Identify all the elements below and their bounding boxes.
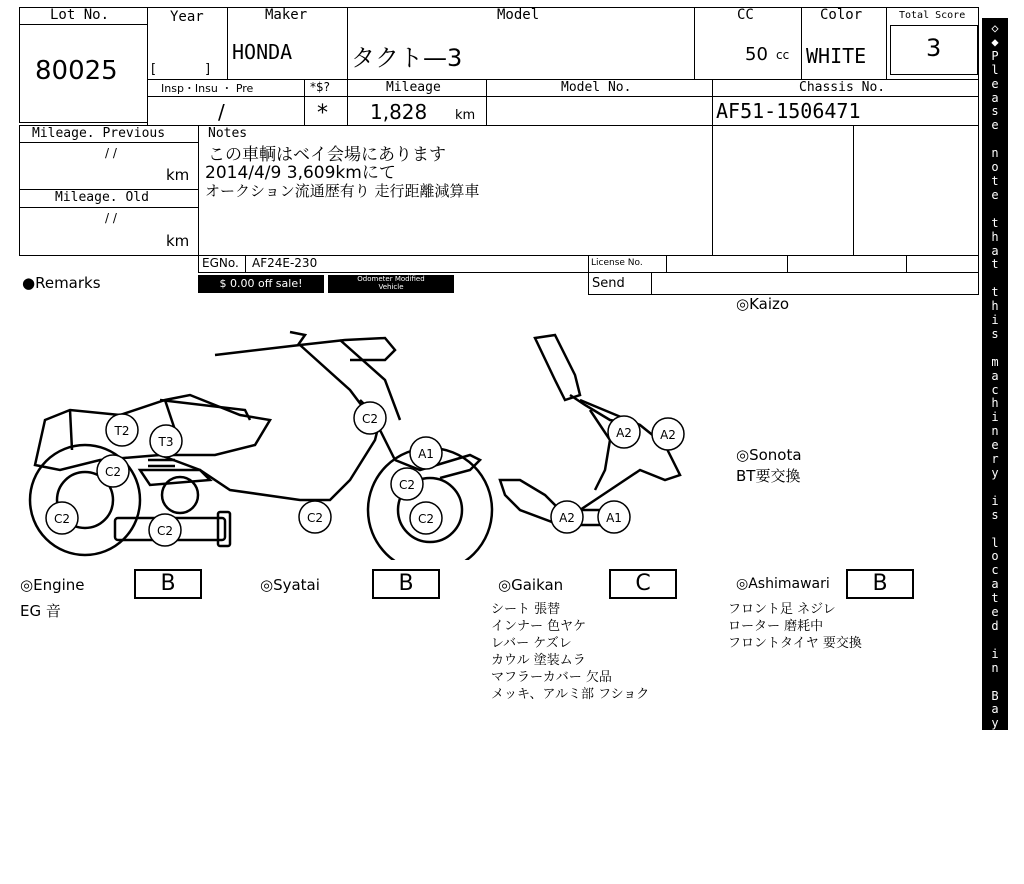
sidebar-char: a bbox=[991, 368, 999, 383]
year-label: Year bbox=[170, 9, 204, 25]
notes-line-3: オークション流通歴有り 走行距離減算車 bbox=[205, 182, 480, 200]
engine-grade-note: EG 音 bbox=[20, 602, 61, 620]
sidebar-char: y bbox=[991, 466, 999, 480]
marker-t3-text: T3 bbox=[158, 435, 174, 449]
sidebar-char: o bbox=[991, 549, 999, 564]
marker-c2-text: C2 bbox=[361, 412, 379, 426]
sidebar-char bbox=[982, 481, 1008, 495]
mileage-previous-unit: km bbox=[166, 166, 190, 184]
color-value: WHITE bbox=[806, 44, 867, 68]
sidebar-char: m bbox=[991, 354, 999, 369]
sidebar-char: h bbox=[991, 396, 999, 411]
sidebar-char: i bbox=[991, 410, 999, 425]
maker-label: Maker bbox=[265, 7, 308, 23]
mileage-old-date: / / bbox=[105, 211, 117, 225]
chassis-value: AF51-1506471 bbox=[716, 99, 861, 123]
ashimawari-grade: B bbox=[846, 569, 914, 599]
gaikan-note-4: カウル 塗装ムラ bbox=[491, 653, 586, 668]
marker-c2-rear-wheel bbox=[46, 502, 78, 534]
sidebar-text bbox=[982, 22, 1008, 884]
sidebar-char bbox=[982, 133, 1008, 147]
sidebar-char bbox=[982, 203, 1008, 217]
insp-label: Insp・Insu ・ Pre bbox=[161, 82, 254, 95]
sidebar-char: r bbox=[991, 827, 999, 842]
marker-c2-text: C2 bbox=[398, 478, 416, 492]
marker-a2-floor bbox=[551, 501, 583, 533]
marker-c2-text: C2 bbox=[53, 512, 71, 526]
sidebar-char bbox=[982, 272, 1008, 286]
sidebar-char bbox=[982, 787, 1008, 801]
kaizo-label: ◎Kaizo bbox=[736, 295, 790, 313]
sidebar-char: n bbox=[991, 146, 999, 161]
sidebar-char: e bbox=[991, 605, 999, 620]
sidebar-char: a bbox=[991, 90, 999, 105]
score-label: Total Score bbox=[899, 10, 966, 21]
notes-line-2: 2014/4/9 3,609kmにて bbox=[205, 163, 396, 183]
sidebar-char: i bbox=[991, 493, 999, 508]
model-label: Model bbox=[497, 7, 540, 23]
mileage-label: Mileage bbox=[386, 80, 441, 95]
egno-value: AF24E-230 bbox=[252, 256, 318, 270]
sidebar-char bbox=[982, 676, 1008, 690]
marker-c2-muffler bbox=[149, 514, 181, 546]
gaikan-note-2: インナー 色ヤケ bbox=[491, 619, 587, 634]
ashimawari-note-2: ローター 磨耗中 bbox=[728, 619, 824, 634]
gaikan-note-5: マフラーカバー 欠品 bbox=[491, 670, 612, 685]
lot-label: Lot No. bbox=[50, 7, 110, 23]
marker-c2-front-wheel bbox=[410, 502, 442, 534]
sidebar-char: t bbox=[991, 215, 999, 230]
marker-t2 bbox=[106, 414, 138, 446]
sidebar-char: n bbox=[991, 660, 999, 675]
marker-a2-shield-left bbox=[608, 416, 640, 448]
flag-label: *$? bbox=[310, 80, 331, 94]
sidebar-char: s bbox=[991, 730, 999, 745]
sonota-label: ◎Sonota bbox=[736, 446, 802, 464]
sonota-line-1: BT要交換 bbox=[736, 467, 801, 485]
mileage-old-label: Mileage. Old bbox=[55, 190, 149, 205]
marker-c2-column bbox=[354, 402, 386, 434]
marker-c2-deck bbox=[299, 501, 331, 533]
sidebar-char: a bbox=[991, 243, 999, 258]
year-bracket-close: ] bbox=[205, 62, 211, 77]
cc-unit: cc bbox=[776, 48, 790, 62]
sidebar-char: d bbox=[991, 841, 999, 856]
remarks-label: ●Remarks bbox=[22, 274, 101, 292]
syatai-grade-label: ◎Syatai bbox=[260, 576, 320, 594]
sidebar-char: h bbox=[991, 299, 999, 314]
sidebar-char bbox=[982, 342, 1008, 356]
marker-a2-text: A2 bbox=[660, 428, 676, 442]
mileage-value: 1,828 bbox=[370, 100, 428, 124]
gaikan-notes bbox=[491, 601, 649, 703]
sidebar-char: e bbox=[991, 438, 999, 453]
model-value: タクト—3 bbox=[351, 44, 463, 72]
ashimawari-note-1: フロント足 ネジレ bbox=[728, 602, 836, 617]
engine-grade-label: ◎Engine bbox=[20, 576, 85, 594]
sidebar-char: e bbox=[991, 187, 999, 202]
sidebar-char: t bbox=[991, 257, 999, 272]
sidebar-char: s bbox=[991, 326, 999, 341]
marker-a1-text: A1 bbox=[418, 447, 434, 461]
sidebar-char: ◇ bbox=[991, 21, 999, 35]
send-label: Send bbox=[592, 276, 625, 291]
flag-value: * bbox=[317, 101, 328, 126]
sidebar-char: h bbox=[991, 229, 999, 244]
odometer-chip-line1: Odometer Modified bbox=[357, 275, 425, 283]
marker-a1-text: A1 bbox=[606, 511, 622, 525]
gaikan-grade-label: ◎Gaikan bbox=[498, 576, 564, 594]
marker-c2-text: C2 bbox=[306, 511, 324, 525]
mileage-previous-label: Mileage. Previous bbox=[32, 126, 166, 141]
cc-value: 50 bbox=[745, 44, 768, 65]
mileage-unit: km bbox=[455, 108, 476, 123]
marker-a1-front bbox=[410, 437, 442, 469]
sidebar-char: B bbox=[991, 688, 999, 703]
ashimawari-notes bbox=[728, 601, 862, 652]
sidebar-char: l bbox=[991, 62, 999, 77]
insp-value: / bbox=[218, 100, 225, 124]
marker-c2-rear-body bbox=[97, 455, 129, 487]
color-label: Color bbox=[820, 7, 863, 23]
sidebar-char: ◆ bbox=[991, 34, 999, 49]
sidebar-char: c bbox=[991, 563, 999, 578]
sidebar-char: ◆ bbox=[991, 855, 999, 870]
sidebar-char: s bbox=[991, 507, 999, 522]
marker-a2-text: A2 bbox=[559, 511, 575, 525]
sidebar-char: r bbox=[991, 452, 999, 467]
sidebar-char: i bbox=[991, 646, 999, 661]
gaikan-note-1: シート 張替 bbox=[491, 602, 561, 617]
sidebar-char: e bbox=[991, 76, 999, 91]
sidebar-char: t bbox=[991, 173, 999, 188]
marker-a2-shield-right bbox=[652, 418, 684, 450]
marker-c2-text: C2 bbox=[156, 524, 174, 538]
egno-label: EGNo. bbox=[202, 256, 239, 270]
chassis-label: Chassis No. bbox=[799, 80, 886, 95]
bayside-yard-sidebar bbox=[982, 18, 1008, 884]
marker-a2-text: A2 bbox=[616, 426, 632, 440]
engine-grade: B bbox=[134, 569, 202, 599]
sidebar-char: o bbox=[991, 160, 999, 175]
marker-c2-fork bbox=[391, 468, 423, 500]
mileage-old-unit: km bbox=[166, 232, 190, 250]
marker-t3 bbox=[150, 425, 182, 457]
gaikan-note-6: メッキ、アルミ部 フショク bbox=[491, 687, 650, 702]
sidebar-char: i bbox=[991, 313, 999, 328]
notes-line-1: この車輌はベイ会場にあります bbox=[208, 145, 446, 165]
sidebar-char: y bbox=[991, 716, 999, 731]
marker-c2-text: C2 bbox=[104, 465, 122, 479]
ashimawari-note-3: フロントタイヤ 要交換 bbox=[728, 636, 862, 651]
maker-value: HONDA bbox=[232, 40, 293, 64]
score-value: 3 bbox=[926, 34, 942, 62]
gaikan-note-3: レバー ケズレ bbox=[491, 636, 572, 651]
sidebar-char: Y bbox=[991, 799, 999, 814]
sidebar-char: n bbox=[991, 424, 999, 439]
ashimawari-grade-label: ◎Ashimawari bbox=[736, 576, 830, 592]
sidebar-char: a bbox=[991, 702, 999, 717]
sidebar-char: a bbox=[991, 813, 999, 828]
gaikan-grade: C bbox=[609, 569, 677, 599]
syatai-grade: B bbox=[372, 569, 440, 599]
sidebar-char: l bbox=[991, 535, 999, 550]
cc-label: CC bbox=[737, 7, 754, 23]
sidebar-char: c bbox=[991, 382, 999, 397]
sidebar-char: s bbox=[991, 104, 999, 119]
model-no-label: Model No. bbox=[561, 80, 632, 95]
lot-number: 80025 bbox=[35, 56, 118, 86]
sidebar-char: i bbox=[991, 744, 999, 759]
sidebar-char: P bbox=[991, 48, 999, 63]
mileage-previous-date: / / bbox=[105, 146, 117, 160]
sidebar-char: d bbox=[991, 758, 999, 773]
sale-chip: $ 0.00 off sale! bbox=[198, 275, 324, 293]
year-bracket-open: [ bbox=[151, 62, 157, 77]
sidebar-char: t bbox=[991, 285, 999, 300]
sidebar-char: ◇ bbox=[991, 869, 999, 884]
sidebar-char: d bbox=[991, 618, 999, 633]
marker-t2-text: T2 bbox=[114, 424, 130, 438]
sidebar-char: e bbox=[991, 771, 999, 786]
sidebar-char bbox=[982, 523, 1008, 537]
marker-a1-floor bbox=[598, 501, 630, 533]
license-label: License No. bbox=[591, 258, 643, 268]
notes-label: Notes bbox=[208, 126, 248, 141]
sidebar-char: a bbox=[991, 577, 999, 592]
sidebar-char: t bbox=[991, 591, 999, 606]
odometer-chip-line2: Vehicle bbox=[378, 283, 404, 291]
sidebar-char bbox=[982, 634, 1008, 648]
sidebar-char: e bbox=[991, 118, 999, 133]
marker-c2-text: C2 bbox=[417, 512, 435, 526]
